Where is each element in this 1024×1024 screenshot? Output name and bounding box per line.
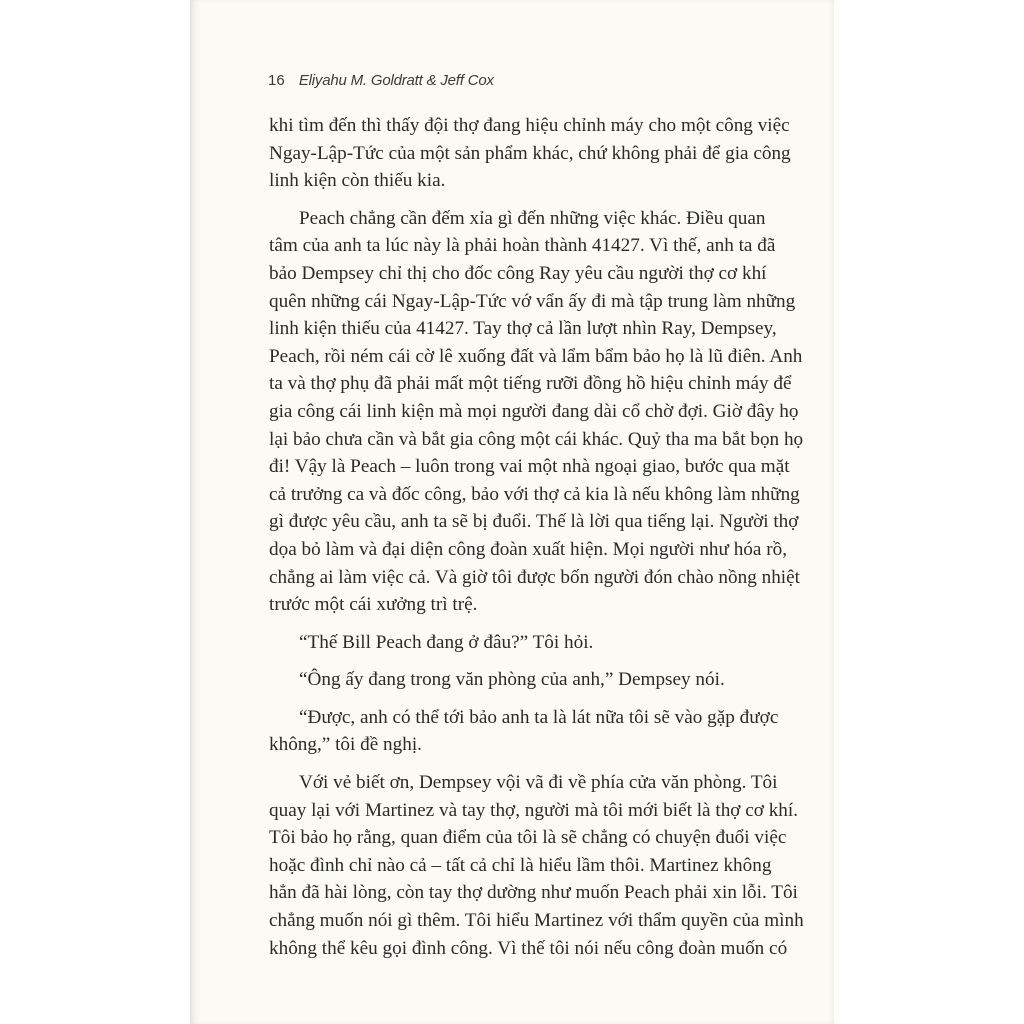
paragraph (269, 112, 829, 195)
text-line: Peach chẳng cần đếm xỉa gì đến những việc khác. Điều quan (299, 207, 766, 229)
text-line: đi! Vậy là Peach – luôn trong vai một nhà ngoại giao, bước qua mặt (269, 456, 790, 478)
page-number: 16 (268, 72, 285, 89)
text-line: không thể kêu gọi đình công. Vì thế tôi nói nếu công đoàn muốn có (269, 937, 788, 959)
text-line: quên những cái Ngay-Lập-Tức vớ vẩn ấy đi mà tập trung làm những (269, 290, 796, 312)
paragraph (269, 704, 829, 759)
paragraph (269, 769, 829, 962)
paragraph-gap (269, 619, 829, 629)
text-line: lại bảo chưa cần và bắt gia công một cái khác. Quỷ tha ma bắt bọn họ (269, 428, 804, 450)
text-line: dọa bỏ làm và đại diện công đoàn xuất hiện. Mọi người như hóa rồ, (269, 538, 787, 560)
body-text (269, 112, 829, 962)
text-line: “Thế Bill Peach đang ở đâu?” Tôi hỏi. (299, 631, 594, 653)
text-line: quay lại với Martinez và tay thợ, người mà tôi mới biết là thợ cơ khí. (269, 799, 799, 821)
text-line: không,” tôi đề nghị. (269, 734, 422, 756)
paragraph (269, 205, 829, 619)
text-line: cả trưởng ca và đốc công, bảo với thợ cả kia là nếu không làm những (269, 483, 800, 505)
text-line: Tôi bảo họ rằng, quan điểm của tôi là sẽ chẳng có chuyện đuổi việc (269, 827, 787, 849)
paragraph-gap (269, 656, 829, 666)
paragraph (269, 666, 829, 694)
text-line: gia công cái linh kiện mà mọi người đang dài cổ chờ đợi. Giờ đây họ (269, 400, 799, 422)
paragraph-gap (269, 694, 829, 704)
text-line: “Được, anh có thể tới bảo anh ta là lát nữa tôi sẽ vào gặp được (299, 706, 779, 728)
text-line: hoặc đình chỉ nào cả – tất cả chỉ là hiểu lầm thôi. Martinez không (269, 854, 772, 876)
text-line: “Ông ấy đang trong văn phòng của anh,” Dempsey nói. (299, 669, 725, 691)
text-line: gì được yêu cầu, anh ta sẽ bị đuổi. Thế là lời qua tiếng lại. Người thợ (269, 511, 799, 533)
text-line: khi tìm đến thì thấy đội thợ đang hiệu chỉnh máy cho một công việc (269, 115, 790, 136)
text-line: tâm của anh ta lúc này là phải hoàn thành 41427. Vì thế, anh ta đã (269, 235, 776, 257)
text-line: Ngay-Lập-Tức của một sản phẩm khác, chứ không phải để gia công (269, 142, 791, 164)
text-line: Peach, rồi ném cái cờ lê xuống đất và lẩm bẩm bảo họ là lũ điên. Anh (269, 345, 803, 367)
book-page (190, 0, 834, 1024)
text-line: chẳng muốn nói gì thêm. Tôi hiểu Martinez với thẩm quyền của mình (269, 910, 804, 932)
text-line: trước một cái xưởng trì trệ. (269, 594, 478, 616)
text-line: ta và thợ phụ đã phải mất một tiếng rưỡi đồng hồ hiệu chỉnh máy để (269, 373, 792, 395)
text-line: chẳng ai làm việc cả. Và giờ tôi được bốn người đón chào nồng nhiệt (269, 566, 800, 588)
paragraph-gap (269, 759, 829, 769)
paragraph-gap (269, 195, 829, 205)
text-line: hẳn đã hài lòng, còn tay thợ dường như muốn Peach phải xin lỗi. Tôi (269, 882, 798, 904)
text-line: bảo Dempsey chỉ thị cho đốc công Ray yêu cầu người thợ cơ khí (269, 262, 767, 284)
paragraph (269, 629, 829, 657)
running-head-author: Eliyahu M. Goldratt & Jeff Cox (298, 72, 494, 89)
page-header (268, 72, 494, 89)
text-line: linh kiện còn thiếu kia. (269, 170, 446, 192)
text-line: Với vẻ biết ơn, Dempsey vội vã đi về phía cửa văn phòng. Tôi (299, 772, 778, 794)
text-line: linh kiện thiếu của 41427. Tay thợ cả lần lượt nhìn Ray, Dempsey, (269, 318, 777, 340)
